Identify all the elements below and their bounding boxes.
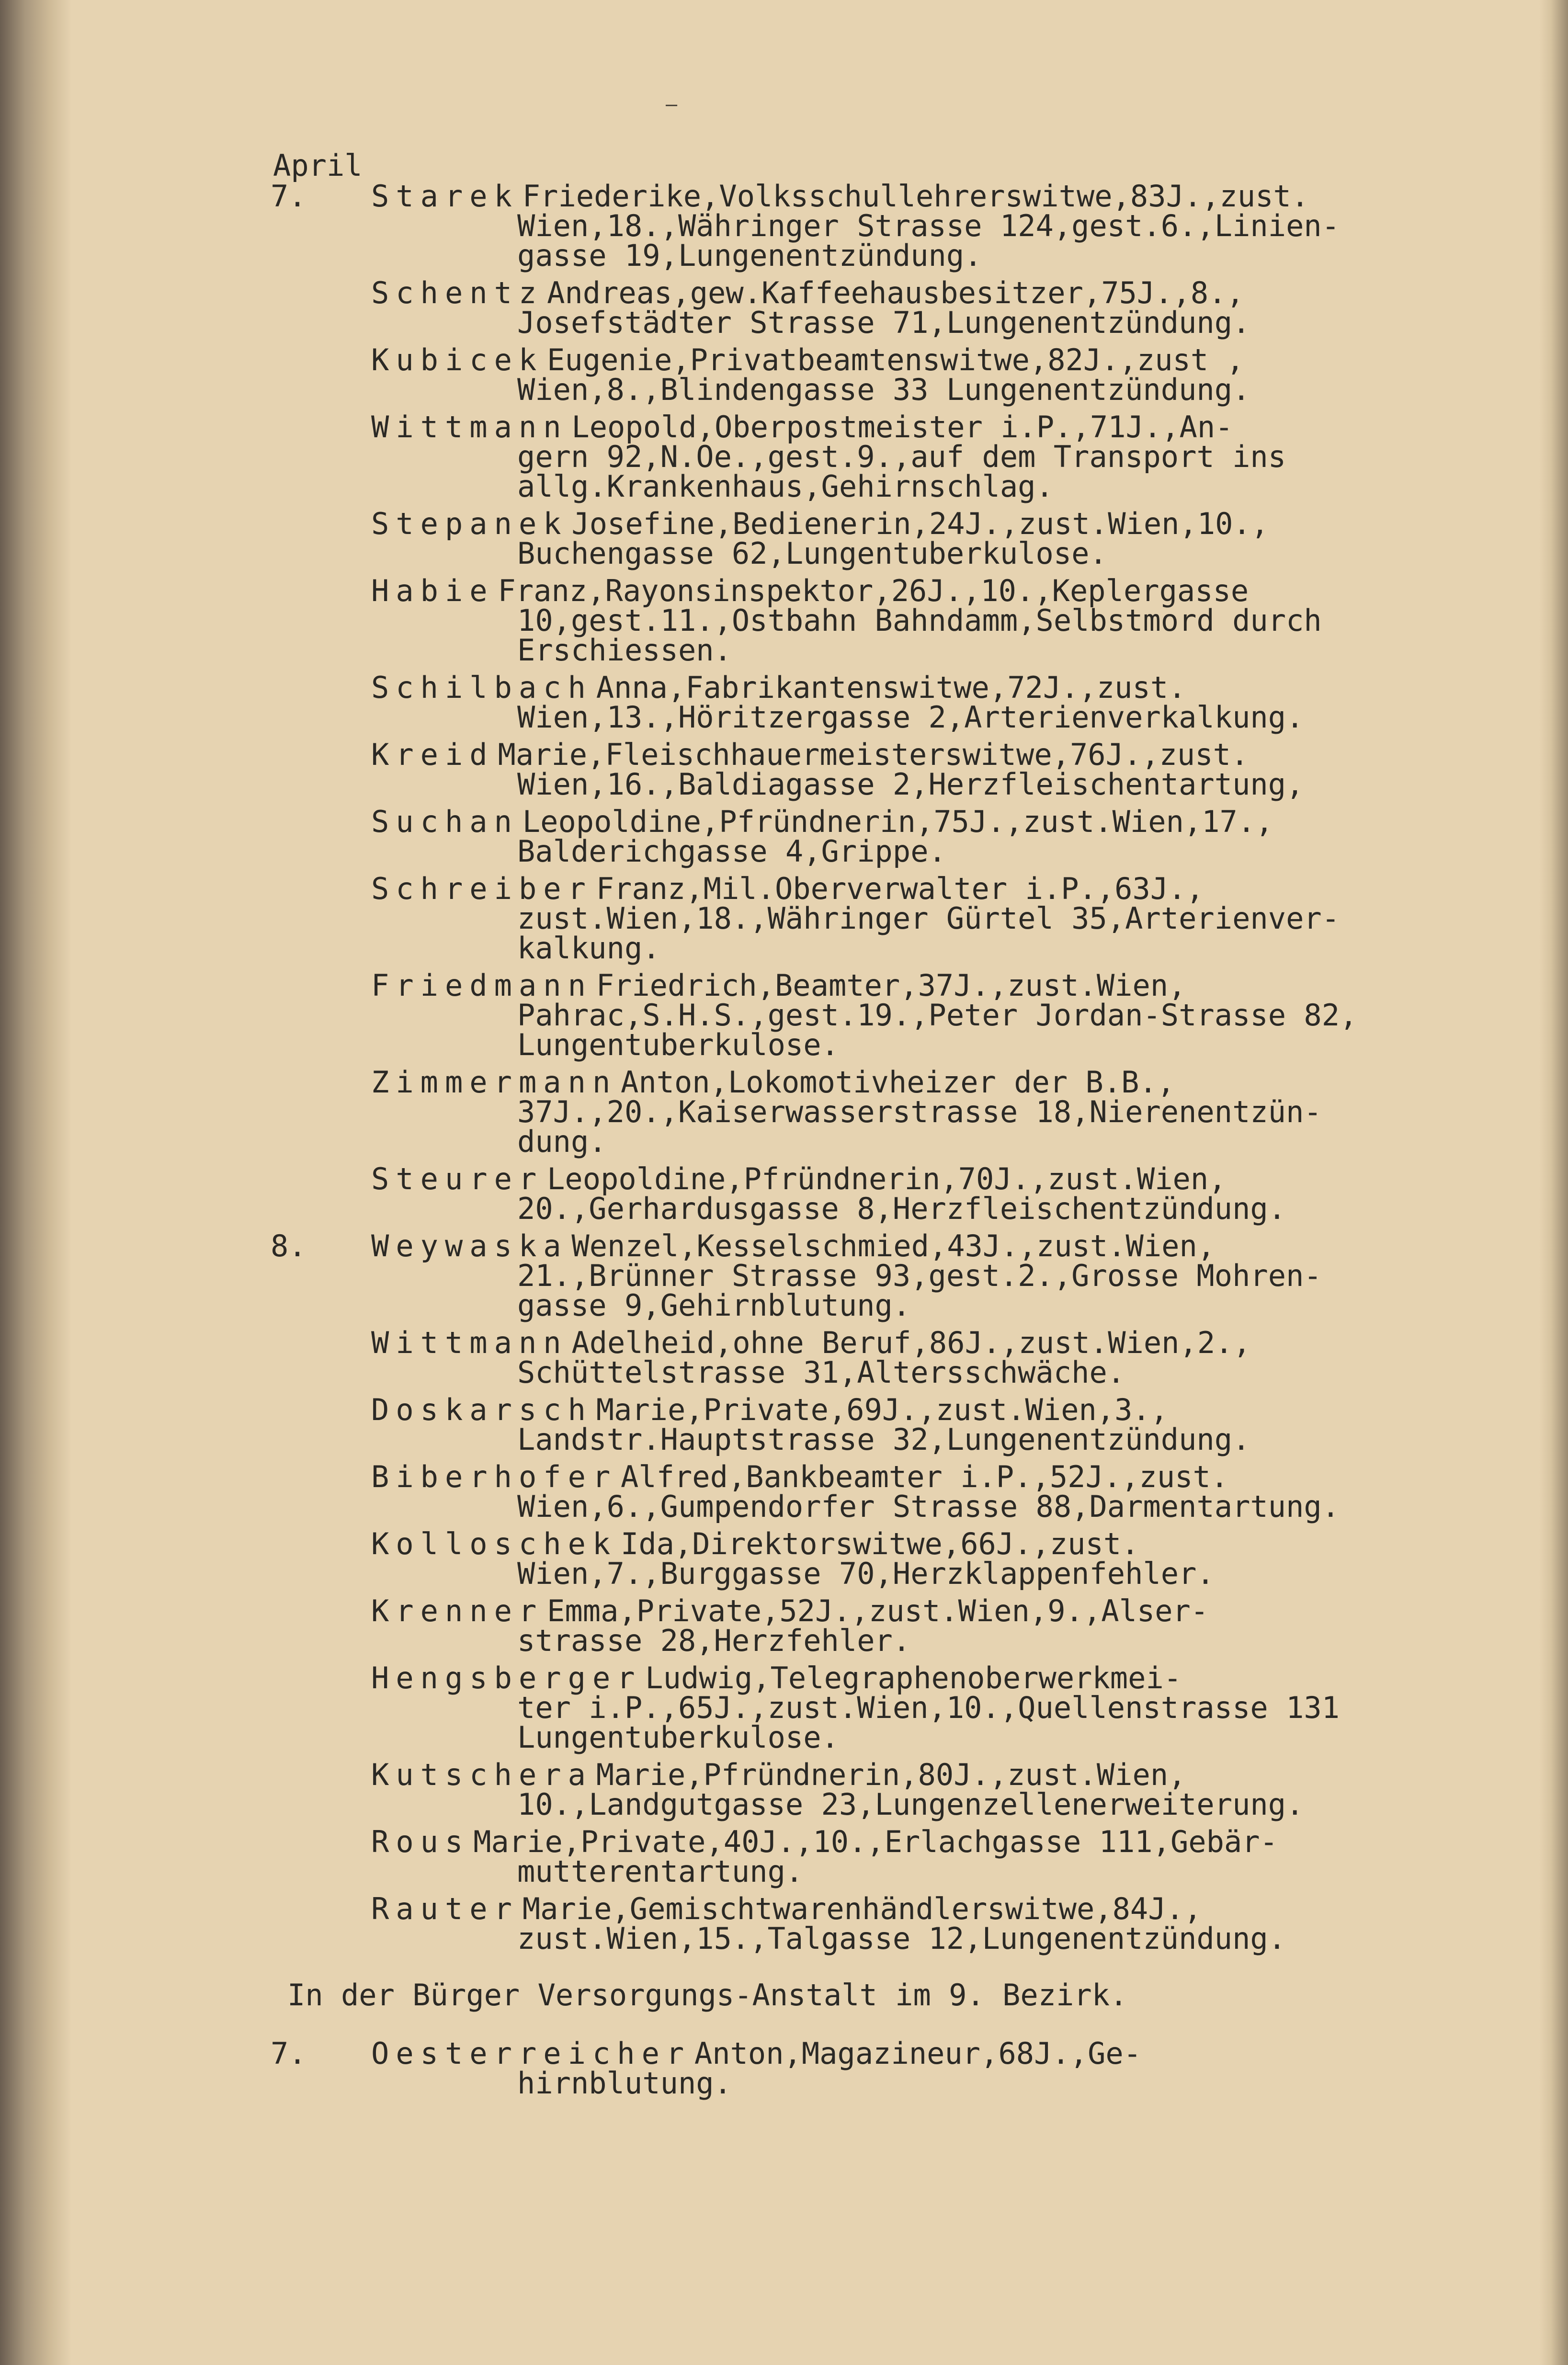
entry-11-line-2: Pahrac,S.H.S.,gest.19.,Peter Jordan-Strasse 82, xyxy=(517,998,1358,1033)
entry-20-line-3: Lungentuberkulose. xyxy=(517,1720,839,1755)
entry-11-line-3: Lungentuberkulose. xyxy=(517,1027,839,1062)
entry-22-line-2: mutterentartung. xyxy=(517,1854,804,1889)
entry-1-line-3: gasse 19,Lungenentzündung. xyxy=(517,238,982,273)
entry-19-line-1: Emma,Private,52J.,zust.Wien,9.,Alser- xyxy=(547,1593,1209,1628)
entry-21-name: Kutschera xyxy=(371,1757,592,1792)
entry-3-line-2: Wien,8.,Blindengasse 33 Lungenentzündung. xyxy=(517,372,1250,407)
entry-14-line-2: 21.,Brünner Strasse 93,gest.2.,Grosse Mohren- xyxy=(517,1258,1322,1293)
entry-4-line-3: allg.Krankenhaus,Gehirnschlag. xyxy=(517,469,1054,504)
section-heading: In der Bürger Versorgungs-Anstalt im 9. Bezirk. xyxy=(287,1978,1128,2013)
entry-19-line-2: strasse 28,Herzfehler. xyxy=(517,1623,911,1658)
entry-4-name: Wittmann xyxy=(371,409,568,444)
entry-16-line-2: Landstr.Hauptstrasse 32,Lungenentzündung. xyxy=(517,1422,1250,1457)
entry-9-line-2: Balderichgasse 4,Grippe. xyxy=(517,834,946,869)
entry-2-line-1: Andreas,gew.Kaffeehausbesitzer,75J.,8., xyxy=(547,275,1244,310)
entry-23-name: Rauter xyxy=(371,1891,519,1926)
entry-9-name: Suchan xyxy=(371,804,519,839)
entry-14-name: Weywaska xyxy=(371,1228,568,1263)
entry-10-line-3: kalkung. xyxy=(517,931,660,966)
entry-13-line-2: 20.,Gerhardusgasse 8,Herzfleischentzündung. xyxy=(517,1191,1286,1226)
entry-9-line-1: Leopoldine,Pfründnerin,75J.,zust.Wien,17., xyxy=(522,804,1273,839)
entry-12-line-1: Anton,Lokomotivheizer der B.B., xyxy=(621,1065,1175,1100)
top-mark: – xyxy=(666,93,678,115)
entry-6-name: Habie xyxy=(371,573,494,608)
entry-21-line-2: 10.,Landgutgasse 23,Lungenzellenerweiterung. xyxy=(517,1787,1304,1822)
entry-18-line-1: Ida,Direktorswitwe,66J.,zust. xyxy=(621,1526,1139,1561)
entry-13-line-1: Leopoldine,Pfründnerin,70J.,zust.Wien, xyxy=(547,1161,1227,1196)
entry-14-line-3: gasse 9,Gehirnblutung. xyxy=(517,1288,911,1323)
book-binding-edge xyxy=(0,0,72,2365)
entry-10-line-1: Franz,Mil.Oberverwalter i.P.,63J., xyxy=(596,871,1204,906)
entry-3-line-1: Eugenie,Privatbeamtenswitwe,82J.,zust , xyxy=(547,342,1244,377)
entry-1-day: 7. xyxy=(271,179,307,214)
entry-12-line-2: 37J.,20.,Kaiserwasserstrasse 18,Nierenentzün- xyxy=(517,1094,1322,1129)
month-heading: April xyxy=(273,148,363,183)
entry-16-name: Doskarsch xyxy=(371,1392,592,1427)
entry-7-name: Schilbach xyxy=(371,670,592,705)
entry-2-name: Schentz xyxy=(371,275,544,310)
entry-15-line-1: Adelheid,ohne Beruf,86J.,zust.Wien,2., xyxy=(571,1325,1251,1360)
entry-11-line-1: Friedrich,Beamter,37J.,zust.Wien, xyxy=(596,968,1186,1003)
entry-8-line-1: Marie,Fleischhauermeisterswitwe,76J.,zust. xyxy=(498,737,1249,772)
entry-12-name: Zimmermann xyxy=(371,1065,617,1100)
entry-16-line-1: Marie,Private,69J.,zust.Wien,3., xyxy=(596,1392,1169,1427)
entry-4-line-1: Leopold,Oberpostmeister i.P.,71J.,An- xyxy=(571,409,1233,444)
entry-7-line-1: Anna,Fabrikantenswitwe,72J.,zust. xyxy=(596,670,1186,705)
entry-12-line-3: dung. xyxy=(517,1124,607,1159)
entry-22-name: Rous xyxy=(371,1824,470,1859)
entry-17-line-2: Wien,6.,Gumpendorfer Strasse 88,Darmentartung. xyxy=(517,1489,1340,1524)
entry-22-line-1: Marie,Private,40J.,10.,Erlachgasse 111,Gebär- xyxy=(473,1824,1278,1859)
entry-2-line-2: Josefstädter Strasse 71,Lungenentzündung. xyxy=(517,305,1250,340)
entry-17-line-1: Alfred,Bankbeamter i.P.,52J.,zust. xyxy=(621,1459,1229,1494)
entry-14-line-1: Wenzel,Kesselschmied,43J.,zust.Wien, xyxy=(571,1228,1216,1263)
entry-17-name: Biberhofer xyxy=(371,1459,617,1494)
page-edge-shadow xyxy=(1539,0,1568,2365)
entry-8-line-2: Wien,16.,Baldiagasse 2,Herzfleischentartung, xyxy=(517,767,1304,802)
entry-11-name: Friedmann xyxy=(371,968,592,1003)
entry-20-name: Hengsberger xyxy=(371,1660,642,1695)
entry-6-line-1: Franz,Rayonsinspektor,26J.,10.,Keplergasse xyxy=(498,573,1249,608)
section-entry-1-line-2: hirnblutung. xyxy=(517,2066,732,2101)
entry-15-name: Wittmann xyxy=(371,1325,568,1360)
entry-10-name: Schreiber xyxy=(371,871,592,906)
entry-23-line-1: Marie,Gemischtwarenhändlerswitwe,84J., xyxy=(522,1891,1202,1926)
entry-18-line-2: Wien,7.,Burggasse 70,Herzklappenfehler. xyxy=(517,1556,1215,1591)
entry-19-name: Krenner xyxy=(371,1593,544,1628)
section-entry-1-name: Oesterreicher xyxy=(371,2036,691,2071)
entry-1-name: Starek xyxy=(371,179,519,214)
entry-21-line-1: Marie,Pfründnerin,80J.,zust.Wien, xyxy=(596,1757,1186,1792)
entry-15-line-2: Schüttelstrasse 31,Altersschwäche. xyxy=(517,1355,1125,1390)
entry-7-line-2: Wien,13.,Höritzergasse 2,Arterienverkalkung. xyxy=(517,700,1304,735)
entry-5-line-2: Buchengasse 62,Lungentuberkulose. xyxy=(517,536,1107,571)
entry-4-line-2: gern 92,N.Oe.,gest.9.,auf dem Transport ins xyxy=(517,439,1286,474)
entry-5-line-1: Josefine,Bedienerin,24J.,zust.Wien,10., xyxy=(571,506,1269,541)
entry-3-name: Kubicek xyxy=(371,342,544,377)
entry-23-line-2: zust.Wien,15.,Talgasse 12,Lungenentzündung. xyxy=(517,1921,1286,1956)
entry-8-name: Kreid xyxy=(371,737,494,772)
entry-6-line-2: 10,gest.11.,Ostbahn Bahndamm,Selbstmord durch xyxy=(517,603,1322,638)
entry-18-name: Kolloschek xyxy=(371,1526,617,1561)
entry-13-name: Steurer xyxy=(371,1161,544,1196)
entry-5-name: Stepanek xyxy=(371,506,568,541)
entry-10-line-2: zust.Wien,18.,Währinger Gürtel 35,Arterienver- xyxy=(517,901,1340,936)
entry-20-line-1: Ludwig,Telegraphenoberwerkmei- xyxy=(645,1660,1182,1695)
section-entry-1-day: 7. xyxy=(271,2036,307,2071)
section-entry-1-line-1: Anton,Magazineur,68J.,Ge- xyxy=(694,2036,1142,2071)
entry-6-line-3: Erschiessen. xyxy=(517,633,732,668)
entry-1-line-1: Friederike,Volksschullehrerswitwe,83J.,zust. xyxy=(522,179,1309,214)
entry-20-line-2: ter i.P.,65J.,zust.Wien,10.,Quellenstrasse 131 xyxy=(517,1690,1340,1725)
entry-14-day: 8. xyxy=(271,1228,307,1263)
entry-1-line-2: Wien,18.,Währinger Strasse 124,gest.6.,Linien- xyxy=(517,208,1340,243)
